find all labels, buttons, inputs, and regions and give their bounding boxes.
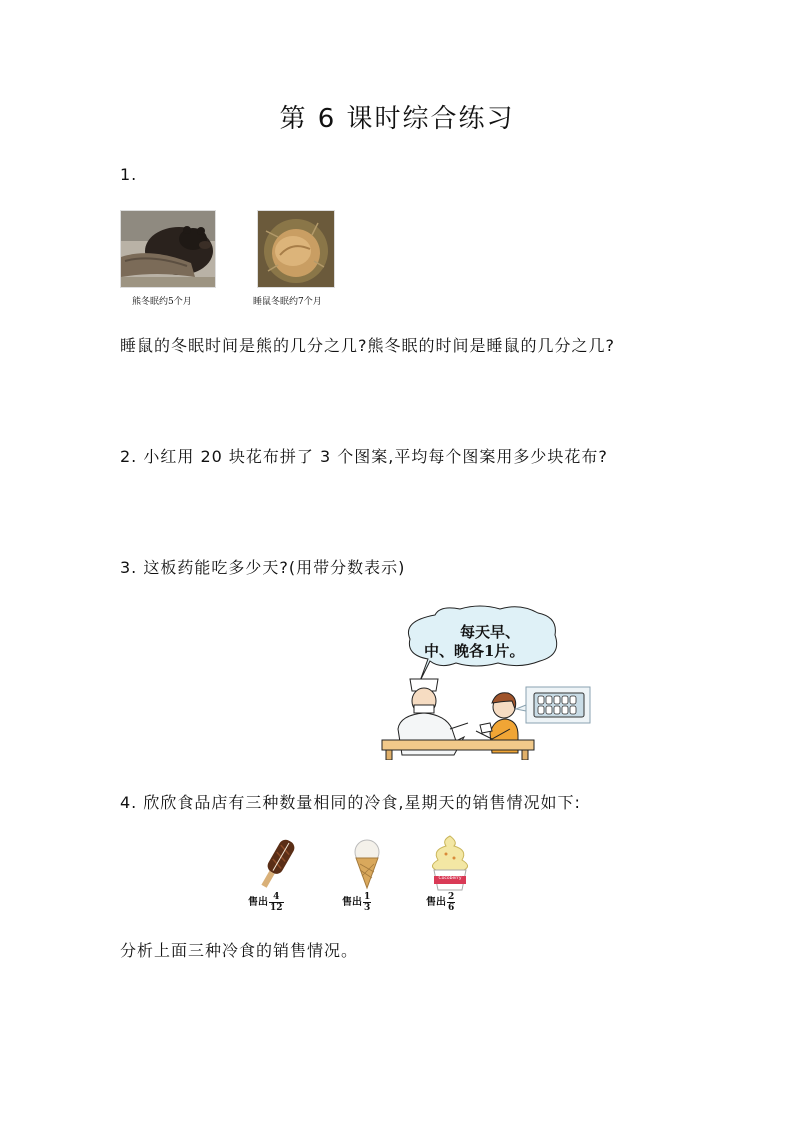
bubble-line-1: 每天早、 bbox=[460, 623, 521, 641]
sold-fraction-3 bbox=[447, 892, 455, 913]
fraction-denominator: 6 bbox=[448, 903, 455, 913]
fraction-numerator: 1 bbox=[364, 892, 371, 902]
frozen-yogurt-cup bbox=[428, 834, 472, 892]
bear-caption: 熊冬眠约5个月 bbox=[132, 297, 192, 307]
fraction-numerator: 2 bbox=[448, 892, 455, 902]
q4-text: 4. 欣欣食品店有三种数量相同的冷食,星期天的销售情况如下: bbox=[120, 793, 581, 812]
bubble-line-2: 中、晚各1片。 bbox=[424, 642, 525, 660]
fraction-denominator: 12 bbox=[270, 903, 283, 913]
q3-text: 3. 这板药能吃多少天?(用带分数表示) bbox=[120, 558, 406, 577]
chocolate-bar-icecream bbox=[256, 836, 300, 892]
sold-text-1: 售出 bbox=[248, 897, 268, 908]
sold-text-2: 售出 bbox=[342, 897, 362, 908]
q1-number: 1. bbox=[120, 165, 138, 184]
q4-analysis-prompt: 分析上面三种冷食的销售情况。 bbox=[120, 941, 359, 960]
sold-label-2 bbox=[342, 892, 371, 913]
fraction-denominator: 3 bbox=[364, 903, 371, 913]
dormouse-photo bbox=[257, 210, 335, 288]
fraction-numerator: 4 bbox=[269, 892, 284, 903]
q1-text: 睡鼠的冬眠时间是熊的几分之几?熊冬眠的时间是睡鼠的几分之几? bbox=[120, 336, 615, 355]
bear-photo bbox=[120, 210, 216, 288]
sold-fraction-2 bbox=[363, 892, 371, 913]
cup-brand-label: Cocoberry bbox=[438, 876, 462, 881]
q2-text: 2. 小红用 20 块花布拼了 3 个图案,平均每个图案用多少块花布? bbox=[120, 447, 608, 466]
sold-label-3 bbox=[426, 892, 455, 913]
cone-icecream bbox=[352, 838, 382, 890]
dormouse-caption: 睡鼠冬眠约7个月 bbox=[253, 297, 322, 307]
sold-label-1 bbox=[248, 892, 284, 913]
page-title: 第 6 课时综合练习 bbox=[279, 104, 515, 134]
sold-text-3: 售出 bbox=[426, 897, 446, 908]
sold-fraction-1 bbox=[269, 892, 284, 913]
